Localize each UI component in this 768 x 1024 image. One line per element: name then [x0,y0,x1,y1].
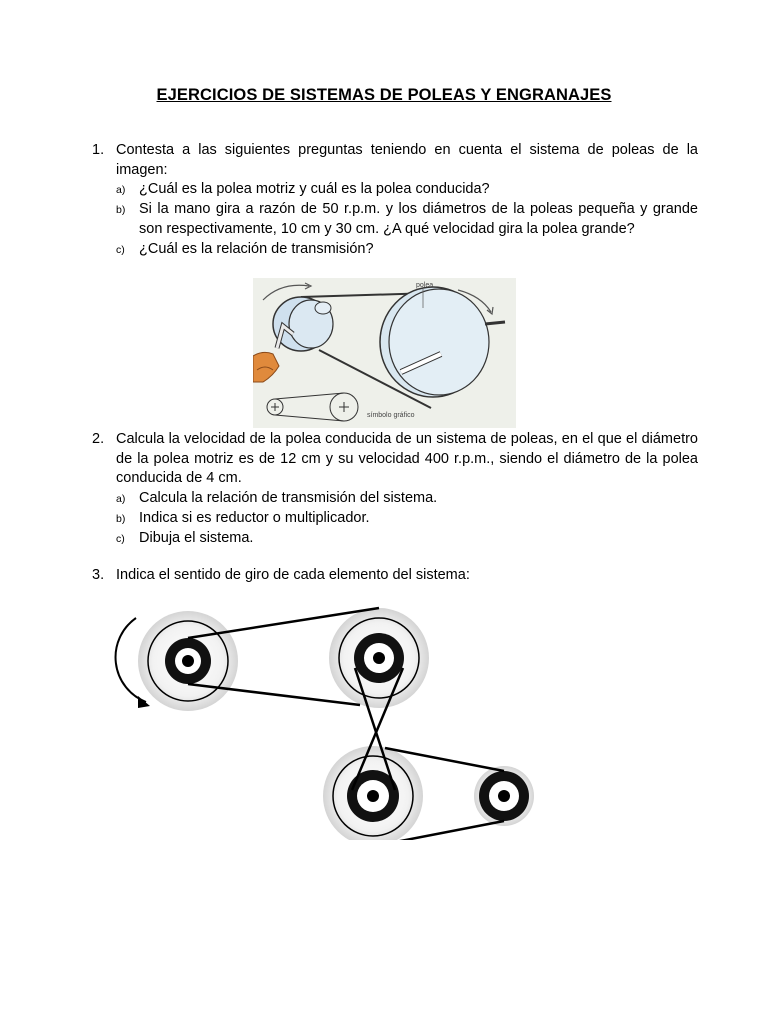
question-text: Contesta a las siguientes preguntas teniendo en cuenta el sistema de poleas de la imagen: [116,142,698,178]
sub-question-text: ¿Cuál es la relación de transmisión? [139,240,374,257]
sub-question-text: Si la mano gira a razón de 50 r.p.m. y los diámetros de la poleas pequeña y grande son respectivamente, 10 cm y 30 cm. ¿A qué velocidad gira la polea grande? [139,201,698,237]
sub-question-text: ¿Cuál es la polea motriz y cuál es la polea conducida? [139,181,490,198]
sub-question-b [116,509,698,529]
sub-question-label: c) [116,243,125,256]
symbol-label: símbolo gráfico [367,412,415,419]
sub-question-label: b) [116,204,126,217]
polea-label: polea [416,282,434,289]
pulley-a [138,611,238,711]
question-number: 3. [92,567,105,583]
sub-question-label: a) [116,493,126,506]
question-number: 1. [92,142,105,158]
sub-question-c [116,529,698,549]
page-title: EJERCICIOS DE SISTEMAS DE POLEAS Y ENGRANAJES [156,86,612,104]
question-text: Indica el sentido de giro de cada elemento del sistema: [116,567,470,583]
pulley-c [323,746,423,840]
sub-question-b [116,200,698,239]
sub-question-text: Indica si es reductor o multiplicador. [139,509,370,526]
sub-question-text: Dibuja el sistema. [139,529,254,546]
question-number: 2. [92,431,105,447]
pulley-b [329,608,429,708]
question-1 [92,141,698,259]
belt-system-diagram [0,600,768,840]
sub-question-label: c) [116,532,125,545]
sub-question-text: Calcula la relación de transmisión del sistema. [139,490,438,507]
pulley-d [474,766,534,826]
pulley-crank-figure [253,278,516,428]
sub-question-a [116,489,698,509]
question-2 [92,430,698,548]
sub-question-label: b) [116,512,126,525]
sub-question-label: a) [116,184,126,197]
question-text: Calcula la velocidad de la polea conducida de un sistema de poleas, en el que el diámetro de la polea motriz es de 12 cm y su velocidad 400 r.p.m., siendo el diámetro de la polea conducida de 4 cm. [116,431,698,487]
sub-question-c [116,240,698,260]
question-3 [92,566,698,586]
sub-question-a [116,180,698,200]
